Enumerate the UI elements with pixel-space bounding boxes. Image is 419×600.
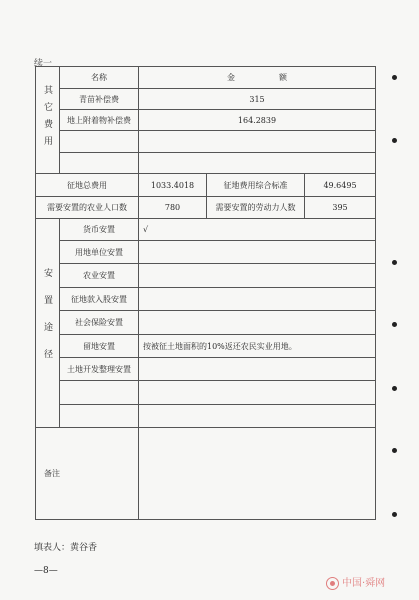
binding-hole (392, 260, 397, 265)
resettle-name (60, 381, 139, 405)
watermark-logo-icon (326, 577, 339, 590)
summary-row-population (36, 197, 376, 219)
resettle-name: 留地安置 (60, 335, 139, 358)
resettle-name: 征地款入股安置 (60, 288, 139, 311)
remarks-row (36, 428, 376, 520)
resettle-value (139, 241, 376, 264)
watermark-text: 中国·舜网 (342, 578, 386, 589)
fee-name: 青苗补偿费 (60, 89, 139, 110)
fee-amount: 315 (139, 89, 376, 110)
col-name-header: 名称 (60, 67, 139, 89)
resettle-value (139, 405, 376, 428)
resettle-value (139, 381, 376, 405)
fee-amount (139, 153, 376, 174)
fee-amount (139, 131, 376, 153)
table-row (36, 219, 376, 241)
binding-hole (392, 448, 397, 453)
resettle-value (139, 358, 376, 381)
table-row (36, 110, 376, 131)
resettle-value: √ (139, 219, 376, 241)
table-row (36, 405, 376, 428)
table-row (36, 241, 376, 264)
resettle-value (139, 264, 376, 288)
standard-value: 49.6495 (305, 174, 376, 197)
table-row (36, 264, 376, 288)
filler-name: 黄谷香 (70, 543, 98, 553)
table-row (36, 358, 376, 381)
table-row (36, 288, 376, 311)
table-row (36, 311, 376, 335)
page-number: —8— (34, 566, 58, 576)
other-fees-header-row (36, 67, 376, 89)
filler-line (34, 540, 97, 553)
resettle-value (139, 288, 376, 311)
table-row (36, 335, 376, 358)
fee-name (60, 131, 139, 153)
table-row (36, 131, 376, 153)
total-cost-value: 1033.4018 (139, 174, 207, 197)
resettle-name (60, 405, 139, 428)
table-row (36, 89, 376, 110)
resettlement-section-label: 安置途径 (36, 219, 60, 428)
other-fees-section-label: 其它费用 (36, 67, 60, 174)
binding-hole (392, 75, 397, 80)
binding-hole (392, 512, 397, 517)
remarks-value (139, 428, 376, 520)
agri-pop-label: 需要安置的农业人口数 (36, 197, 139, 219)
summary-row-totals (36, 174, 376, 197)
fee-amount: 164.2839 (139, 110, 376, 131)
resettle-name: 农业安置 (60, 264, 139, 288)
binding-hole (392, 386, 397, 391)
resettle-name: 用地单位安置 (60, 241, 139, 264)
agri-pop-value: 780 (139, 197, 207, 219)
fee-name: 地上附着物补偿费 (60, 110, 139, 131)
resettle-name: 社会保险安置 (60, 311, 139, 335)
labor-value: 395 (305, 197, 376, 219)
total-cost-label: 征地总费用 (36, 174, 139, 197)
continuation-label: 续一 (34, 59, 53, 69)
fee-name (60, 153, 139, 174)
watermark (326, 574, 385, 590)
resettle-name: 货币安置 (60, 219, 139, 241)
standard-label: 征地费用综合标准 (207, 174, 305, 197)
col-amount-header: 金 额 (139, 67, 376, 89)
resettle-value: 按被征土地面积的10%返还农民实业用地。 (139, 335, 376, 358)
labor-label: 需要安置的劳动力人数 (207, 197, 305, 219)
binding-hole (392, 138, 397, 143)
filler-label: 填表人： (34, 543, 71, 553)
table-row (36, 381, 376, 405)
remarks-label: 备注 (36, 428, 139, 520)
table-row (36, 153, 376, 174)
resettle-value (139, 311, 376, 335)
resettle-name: 土地开发整理安置 (60, 358, 139, 381)
binding-hole (392, 322, 397, 327)
land-acquisition-table (35, 66, 376, 520)
